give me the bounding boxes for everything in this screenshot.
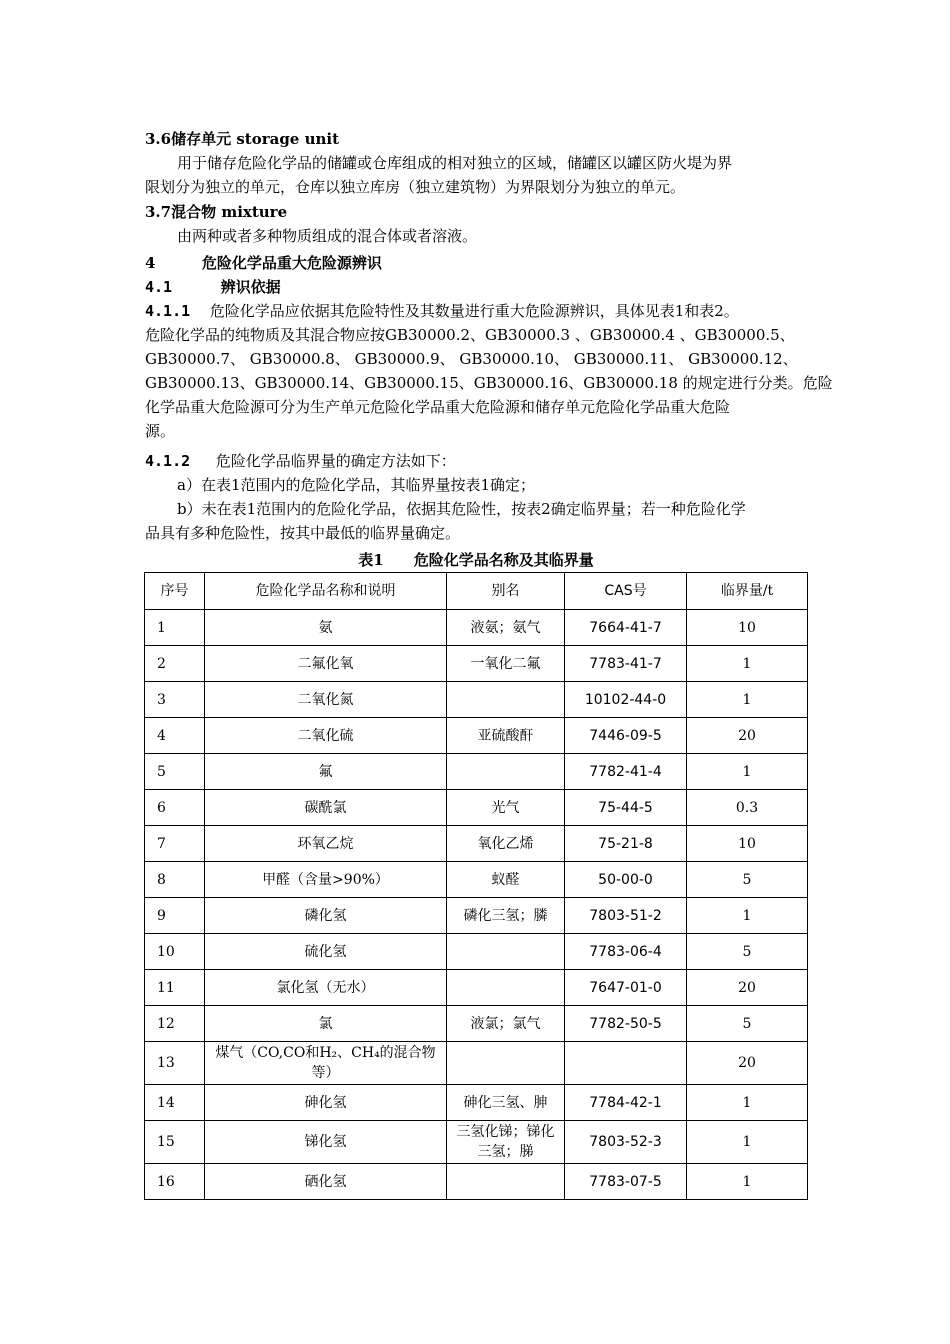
cell-name: 煤气（CO,CO和H₂、CH₄的混合物等）: [205, 1042, 447, 1085]
table-row: [145, 646, 808, 682]
paragraph-3-6-line2: 限划分为独立的单元，仓库以独立库房（独立建筑物）为界限划分为独立的单元。: [145, 178, 686, 196]
paragraph-4-1-1-line6: 源。: [145, 422, 176, 440]
cell-threshold: 0.3: [687, 790, 808, 826]
table-row: [145, 826, 808, 862]
cell-threshold: 1: [687, 754, 808, 790]
paragraph-3-6-line1: 用于储存危险化学品的储罐或仓库组成的相对独立的区域，储罐区以罐区防火堤为界: [177, 154, 733, 172]
cell-cas: 7783-41-7: [565, 646, 687, 682]
cell-name: 硫化氢: [205, 934, 447, 970]
cell-name: 锑化氢: [205, 1121, 447, 1164]
paragraph-4-1-2-line1: [145, 449, 807, 473]
table-row: [145, 1006, 808, 1042]
cell-name: 二氧化硫: [205, 718, 447, 754]
cell-cas: 7803-51-2: [565, 898, 687, 934]
heading-4: [145, 251, 807, 275]
table-row: [145, 934, 808, 970]
cell-alias: 氧化乙烯: [447, 826, 565, 862]
column-header-seq: 序号: [145, 573, 205, 610]
paragraph-4-1-1-line4: GB30000.13、GB30000.14、GB30000.15、GB30000.16、GB30000.18 的规定进行分类。危险: [145, 374, 833, 392]
table-row: [145, 1085, 808, 1121]
paragraph-4-1-1-line3: GB30000.7、 GB30000.8、 GB30000.9、 GB30000.10、 GB30000.11、 GB30000.12、: [145, 350, 798, 368]
list-item-b-line1: b）未在表1范围内的危险化学品，依据其危险性，按表2确定临界量；若一种危险化学: [177, 500, 746, 518]
list-item-b-line2: 品具有多种危险性，按其中最低的临界量确定。: [145, 524, 461, 542]
cell-name: 氨: [205, 610, 447, 646]
cell-threshold: 1: [687, 1164, 808, 1200]
cell-name: 氟: [205, 754, 447, 790]
paragraph-3-7: 由两种或者多种物质组成的混合体或者溶液。: [177, 227, 478, 245]
cell-seq: 13: [145, 1042, 205, 1085]
cell-seq: 9: [145, 898, 205, 934]
cell-name: 氯: [205, 1006, 447, 1042]
column-header-threshold: 临界量/t: [687, 573, 808, 610]
cell-threshold: 5: [687, 1006, 808, 1042]
clause-4-1-1-number: 4.1.1: [145, 302, 191, 320]
paragraph-4-1-1-line5: 化学品重大危险源可分为生产单元危险化学品重大危险源和储存单元危险化学品重大危险: [145, 398, 731, 416]
clause-4-1-2-number: 4.1.2: [145, 452, 191, 470]
paragraph-4-1-1-line1: [145, 299, 807, 323]
cell-alias: 光气: [447, 790, 565, 826]
table-row: [145, 1164, 808, 1200]
heading-4-1-title: 辨识依据: [220, 278, 281, 296]
cell-seq: 8: [145, 862, 205, 898]
clause-4-1-2-text: 危险化学品临界量的确定方法如下：: [215, 452, 456, 470]
heading-4-1: [145, 275, 807, 299]
cell-threshold: 1: [687, 1085, 808, 1121]
cell-cas: 7784-42-1: [565, 1085, 687, 1121]
table-row: [145, 898, 808, 934]
cell-cas: 50-00-0: [565, 862, 687, 898]
table-row: [145, 862, 808, 898]
cell-cas: 7446-09-5: [565, 718, 687, 754]
cell-seq: 10: [145, 934, 205, 970]
column-header-cas: CAS号: [565, 573, 687, 610]
cell-name: 碳酰氯: [205, 790, 447, 826]
cell-threshold: 10: [687, 610, 808, 646]
cell-alias: [447, 754, 565, 790]
cell-seq: 5: [145, 754, 205, 790]
column-header-alias: 别名: [447, 573, 565, 610]
table-row: [145, 610, 808, 646]
heading-3-7: 3.7混合物 mixture: [145, 203, 288, 221]
table-row: [145, 1042, 808, 1085]
cell-alias: [447, 682, 565, 718]
cell-alias: 液氯；氯气: [447, 1006, 565, 1042]
table-row: [145, 682, 808, 718]
cell-cas: 7647-01-0: [565, 970, 687, 1006]
heading-3-6: 3.6储存单元 storage unit: [145, 130, 340, 148]
cell-alias: 蚁醛: [447, 862, 565, 898]
cell-cas: 75-21-8: [565, 826, 687, 862]
table-row: [145, 1121, 808, 1164]
cell-name: 氯化氢（无水）: [205, 970, 447, 1006]
cell-seq: 12: [145, 1006, 205, 1042]
cell-alias: 三氢化锑；锑化三氢；䏲: [447, 1121, 565, 1164]
cell-seq: 1: [145, 610, 205, 646]
cell-alias: 砷化三氢、胂: [447, 1085, 565, 1121]
cell-seq: 3: [145, 682, 205, 718]
column-header-name: 危险化学品名称和说明: [205, 573, 447, 610]
table-caption: 表1 危险化学品名称及其临界量: [358, 551, 594, 569]
cell-threshold: 5: [687, 934, 808, 970]
cell-threshold: 20: [687, 718, 808, 754]
table-row: [145, 790, 808, 826]
cell-name: 砷化氢: [205, 1085, 447, 1121]
cell-alias: 磷化三氢；膦: [447, 898, 565, 934]
clause-4-1-1-text: 危险化学品应依据其危险特性及其数量进行重大危险源辨识，具体见表1和表2。: [209, 302, 739, 320]
cell-threshold: 5: [687, 862, 808, 898]
cell-threshold: 10: [687, 826, 808, 862]
heading-4-1-number: 4.1: [145, 278, 173, 296]
cell-seq: 11: [145, 970, 205, 1006]
cell-name: 二氟化氧: [205, 646, 447, 682]
heading-4-number: 4: [145, 254, 156, 272]
cell-cas: 7782-50-5: [565, 1006, 687, 1042]
cell-cas: 7782-41-4: [565, 754, 687, 790]
cell-cas: [565, 1042, 687, 1085]
cell-alias: [447, 934, 565, 970]
cell-threshold: 20: [687, 1042, 808, 1085]
cell-seq: 16: [145, 1164, 205, 1200]
cell-cas: 75-44-5: [565, 790, 687, 826]
cell-alias: [447, 1164, 565, 1200]
cell-cas: 7803-52-3: [565, 1121, 687, 1164]
table-row: [145, 718, 808, 754]
cell-alias: [447, 1042, 565, 1085]
cell-threshold: 1: [687, 682, 808, 718]
cell-seq: 7: [145, 826, 205, 862]
heading-4-title: 危险化学品重大危险源辨识: [201, 254, 382, 272]
chemicals-table: [144, 572, 808, 1200]
table-header-row: [145, 573, 808, 610]
cell-name: 磷化氢: [205, 898, 447, 934]
cell-name: 二氧化氮: [205, 682, 447, 718]
cell-threshold: 1: [687, 646, 808, 682]
table-row: [145, 754, 808, 790]
cell-alias: [447, 970, 565, 1006]
cell-name: 环氧乙烷: [205, 826, 447, 862]
cell-seq: 4: [145, 718, 205, 754]
cell-seq: 15: [145, 1121, 205, 1164]
cell-cas: 7783-06-4: [565, 934, 687, 970]
cell-seq: 14: [145, 1085, 205, 1121]
cell-cas: 10102-44-0: [565, 682, 687, 718]
cell-threshold: 1: [687, 898, 808, 934]
cell-seq: 2: [145, 646, 205, 682]
cell-alias: 亚硫酸酐: [447, 718, 565, 754]
paragraph-4-1-1-line2: 危险化学品的纯物质及其混合物应按GB30000.2、GB30000.3 、GB30000.4 、GB30000.5、: [145, 326, 795, 344]
cell-name: 甲醛（含量>90%）: [205, 862, 447, 898]
list-item-a: a）在表1范围内的危险化学品，其临界量按表1确定；: [177, 476, 536, 494]
cell-alias: 液氨；氨气: [447, 610, 565, 646]
cell-cas: 7664-41-7: [565, 610, 687, 646]
cell-name: 硒化氢: [205, 1164, 447, 1200]
cell-threshold: 1: [687, 1121, 808, 1164]
cell-seq: 6: [145, 790, 205, 826]
cell-threshold: 20: [687, 970, 808, 1006]
cell-cas: 7783-07-5: [565, 1164, 687, 1200]
cell-alias: 一氧化二氟: [447, 646, 565, 682]
table-row: [145, 970, 808, 1006]
